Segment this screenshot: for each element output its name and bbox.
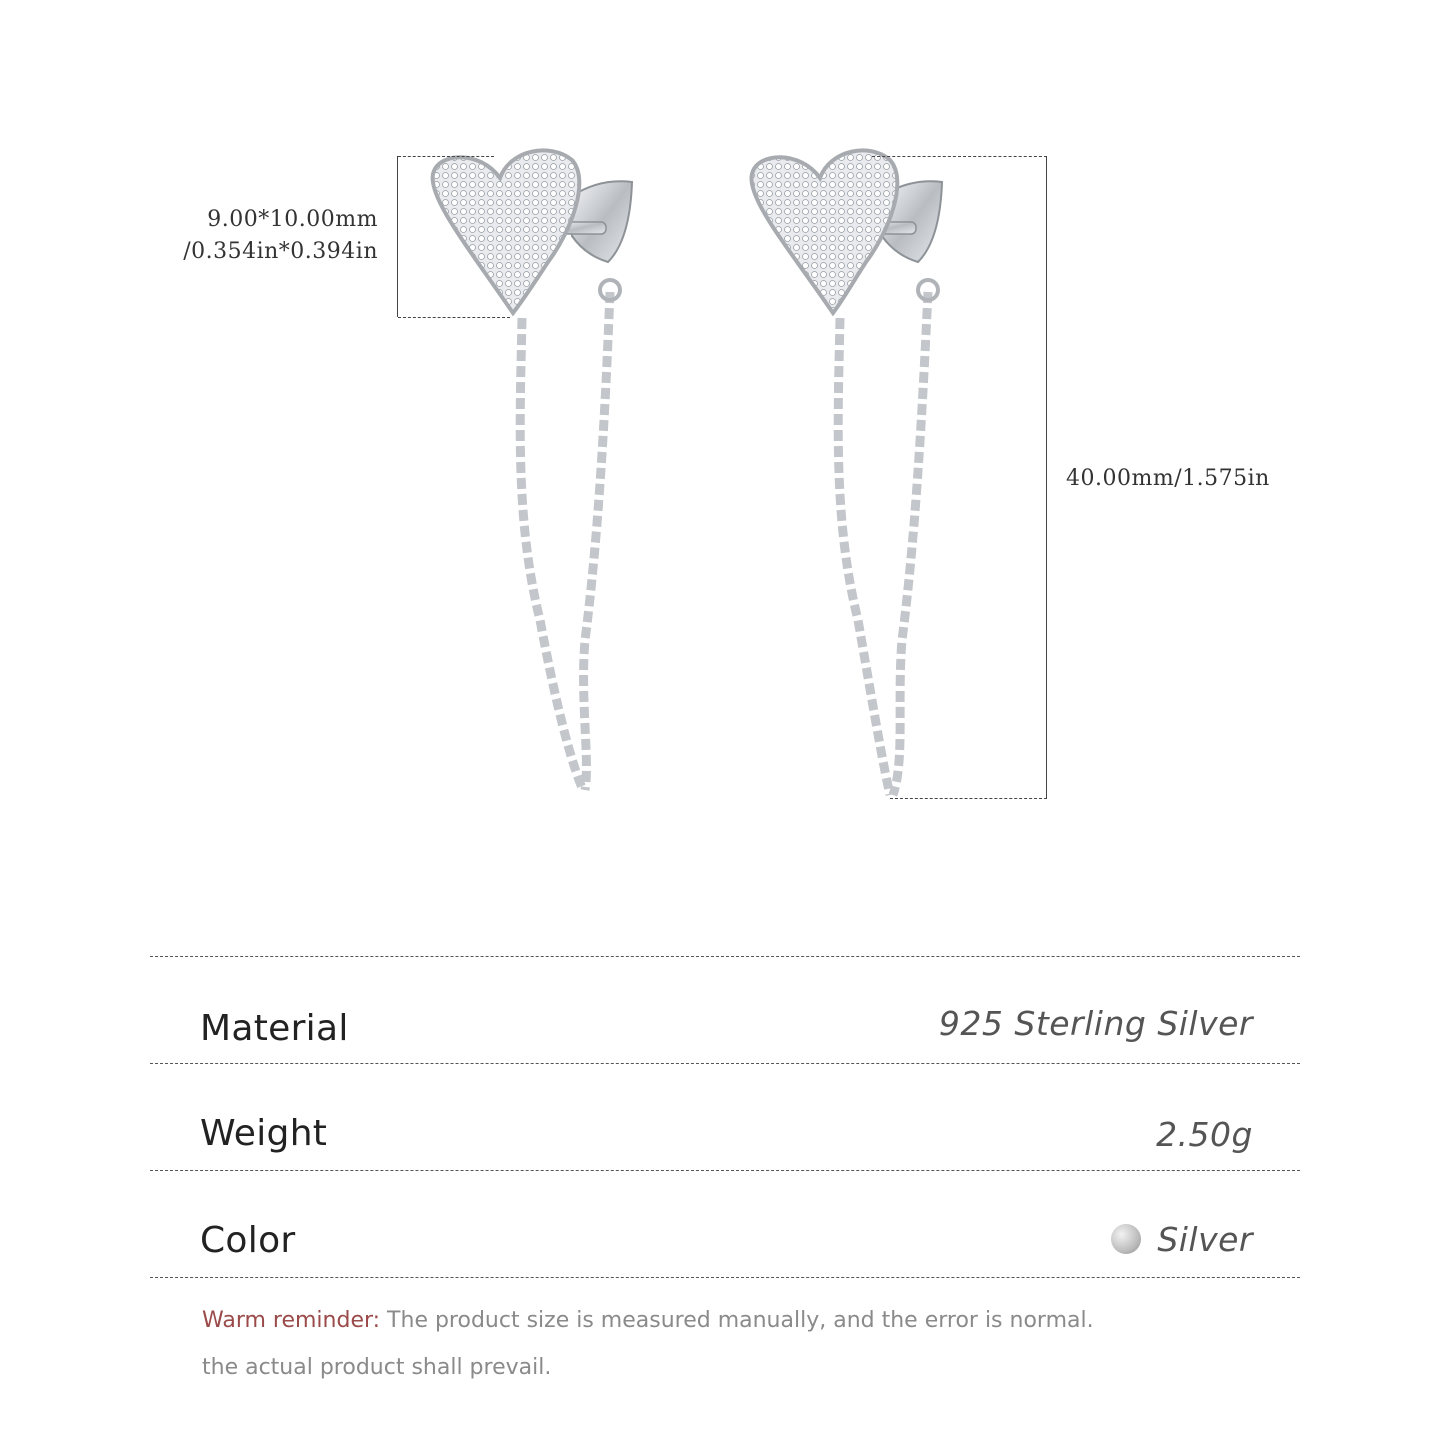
- dim-left-bottom-line: [398, 317, 510, 318]
- divider: [150, 1277, 1300, 1278]
- color-swatch: [1111, 1224, 1141, 1254]
- weight-label: Weight: [200, 1113, 328, 1154]
- left-earring: [433, 150, 632, 790]
- dim-right-top-line: [872, 156, 1047, 157]
- color-value-wrap: [1111, 1220, 1253, 1259]
- material-value: 925 Sterling Silver: [938, 1004, 1253, 1043]
- divider: [150, 1063, 1300, 1064]
- weight-value: 2.50g: [1156, 1115, 1253, 1154]
- stud-size-label: [150, 204, 378, 268]
- stud-size-in: /0.354in*0.394in: [183, 239, 378, 264]
- dim-left-bracket: [397, 156, 398, 317]
- dim-right-bottom-line: [890, 798, 1047, 799]
- length-label: 40.00mm/1.575in: [1066, 466, 1270, 491]
- divider: [150, 1170, 1300, 1171]
- reminder-prefix: Warm reminder:: [202, 1308, 381, 1333]
- material-label: Material: [200, 1008, 349, 1049]
- color-value: Silver: [1157, 1220, 1253, 1259]
- dim-right-bracket: [1046, 156, 1047, 798]
- dim-left-top-line: [398, 156, 494, 157]
- right-earring: [751, 150, 942, 795]
- reminder-text: The product size is measured manually, and the error is normal.: [380, 1308, 1094, 1333]
- divider: [150, 956, 1300, 957]
- stud-size-mm: 9.00*10.00mm: [207, 207, 378, 232]
- color-label: Color: [200, 1220, 296, 1261]
- reminder-line-1: [202, 1308, 1094, 1333]
- reminder-line-2: the actual product shall prevail.: [202, 1355, 552, 1380]
